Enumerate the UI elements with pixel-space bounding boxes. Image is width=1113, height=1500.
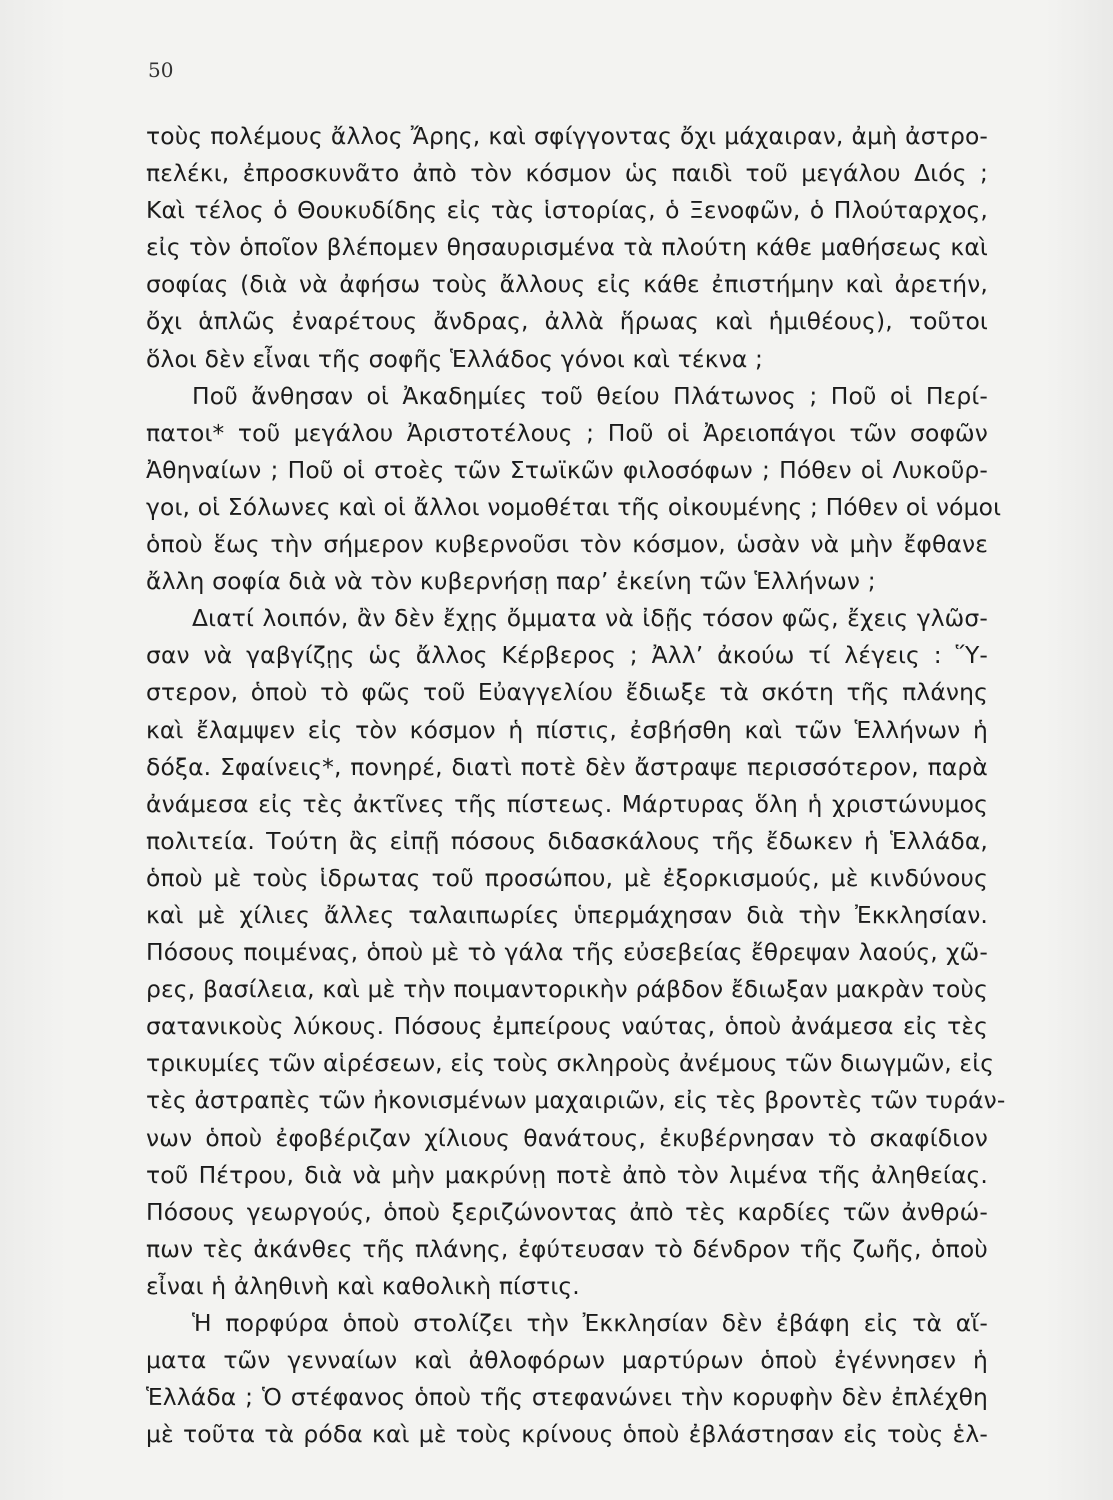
- text-line: πελέκι, ἐπροσκυνᾶτο ἀπὸ τὸν κόσμον ὡς παιδὶ τοῦ μεγάλου Διός ;: [146, 159, 988, 188]
- text-line: τοὺς πολέμους ἄλλος Ἄρης, καὶ σφίγγοντας ὄχι μάχαιραν, ἀμὴ ἀστρο-: [146, 122, 988, 150]
- text-line: ματα τῶν γενναίων καὶ ἀθλοφόρων μαρτύρων ὁποὺ ἐγέννησεν ἡ: [146, 1346, 988, 1375]
- text-line: Ἀθηναίων ; Ποῦ οἱ στοὲς τῶν Στωϊκῶν φιλοσόφων ; Πόθεν οἱ Λυκοῦρ-: [146, 455, 988, 484]
- paragraph-start-line: Διατί λοιπόν, ἂν δὲν ἔχῃς ὄμματα νὰ ἰδῇς τόσον φῶς, ἔχεις γλῶσ-: [192, 604, 988, 633]
- text-line: δόξα. Σφαίνεις*, πονηρέ, διατὶ ποτὲ δὲν ἄστραψε περισσότερον, παρὰ: [146, 752, 988, 781]
- text-line: Πόσους ποιμένας, ὁποὺ μὲ τὸ γάλα τῆς εὐσεβείας ἔθρεψαν λαούς, χῶ-: [146, 938, 988, 967]
- text-line: σατανικοὺς λύκους. Πόσους ἐμπείρους ναύτας, ὁποὺ ἀνάμεσα εἰς τὲς: [146, 1012, 988, 1041]
- text-line: πατοι* τοῦ μεγάλου Ἀριστοτέλους ; Ποῦ οἱ Ἀρειοπάγοι τῶν σοφῶν: [146, 418, 988, 447]
- text-line: ὄχι ἁπλῶς ἐναρέτους ἄνδρας, ἀλλὰ ἥρωας καὶ ἡμιθέους), τοῦτοι: [146, 307, 988, 336]
- text-line: Ἑλλάδα ; Ὁ στέφανος ὁποὺ τῆς στεφανώνει τὴν κορυφὴν δὲν ἐπλέχθη: [146, 1383, 988, 1412]
- text-line: σαν νὰ γαβγίζῃς ὡς ἄλλος Κέρβερος ; Ἀλλ’ ἀκούω τί λέγεις : Ὕ-: [146, 641, 988, 670]
- text-line: σοφίας (διὰ νὰ ἀφήσω τοὺς ἄλλους εἰς κάθε ἐπιστήμην καὶ ἀρετήν,: [146, 270, 988, 299]
- text-line: ρες, βασίλεια, καὶ μὲ τὴν ποιμαντορικὴν ράβδον ἔδιωξαν μακρὰν τοὺς: [146, 975, 988, 1004]
- text-line: ἄλλη σοφία διὰ νὰ τὸν κυβερνήσῃ παρ’ ἐκείνη τῶν Ἑλλήνων ;: [146, 567, 876, 596]
- body-text: [146, 118, 1006, 1453]
- page-number: 50: [148, 58, 174, 82]
- text-line: Πόσους γεωργούς, ὁποὺ ξεριζώνοντας ἀπὸ τὲς καρδίες τῶν ἀνθρώ-: [146, 1197, 988, 1226]
- text-line: ὁποὺ ἕως τὴν σήμερον κυβερνοῦσι τὸν κόσμον, ὡσὰν νὰ μὴν ἔφθανε: [146, 530, 988, 559]
- text-line: ἀνάμεσα εἰς τὲς ἀκτῖνες τῆς πίστεως. Μάρτυρας ὅλη ἡ χριστώνυμος: [146, 789, 988, 818]
- text-line: νων ὁποὺ ἐφοβέριζαν χίλιους θανάτους, ἐκυβέρνησαν τὸ σκαφίδιον: [146, 1123, 988, 1152]
- text-line: γοι, οἱ Σόλωνες καὶ οἱ ἄλλοι νομοθέται τῆς οἰκουμένης ; Πόθεν οἱ νόμοι: [146, 492, 1002, 521]
- text-line: εἰς τὸν ὁποῖον βλέπομεν θησαυρισμένα τὰ πλούτη κάθε μαθήσεως καὶ: [146, 233, 988, 262]
- text-line: στερον, ὁποὺ τὸ φῶς τοῦ Εὐαγγελίου ἔδιωξε τὰ σκότη τῆς πλάνης: [146, 678, 988, 707]
- text-line: ὅλοι δὲν εἶναι τῆς σοφῆς Ἑλλάδος γόνοι καὶ τέκνα ;: [146, 344, 764, 373]
- paragraph-start-line: Ποῦ ἄνθησαν οἱ Ἀκαδημίες τοῦ θείου Πλάτωνος ; Ποῦ οἱ Περί-: [192, 381, 988, 410]
- text-line: τοῦ Πέτρου, διὰ νὰ μὴν μακρύνῃ ποτὲ ἀπὸ τὸν λιμένα τῆς ἀληθείας.: [146, 1160, 988, 1189]
- text-line: τρικυμίες τῶν αἱρέσεων, εἰς τοὺς σκληροὺς ἀνέμους τῶν διωγμῶν, εἰς: [146, 1049, 995, 1078]
- text-line: Καὶ τέλος ὁ Θουκυδίδης εἰς τὰς ἱστορίας, ὁ Ξενοφῶν, ὁ Πλούταρχος,: [146, 196, 988, 225]
- text-line: εἶναι ἡ ἀληθινὴ καὶ καθολικὴ πίστις.: [146, 1271, 580, 1300]
- text-line: ὁποὺ μὲ τοὺς ἱδρωτας τοῦ προσώπου, μὲ ἐξορκισμούς, μὲ κινδύνους: [146, 863, 988, 892]
- text-line: καὶ μὲ χίλιες ἄλλες ταλαιπωρίες ὑπερμάχησαν διὰ τὴν Ἐκκλησίαν.: [146, 900, 988, 929]
- text-line: πων τὲς ἀκάνθες τῆς πλάνης, ἐφύτευσαν τὸ δένδρον τῆς ζωῆς, ὁποὺ: [146, 1234, 988, 1263]
- text-line: τὲς ἀστραπὲς τῶν ἠκονισμένων μαχαιριῶν, εἰς τὲς βροντὲς τῶν τυράν-: [146, 1086, 1006, 1115]
- paragraph-start-line: Ἡ πορφύρα ὁποὺ στολίζει τὴν Ἐκκλησίαν δὲν ἐβάφη εἰς τὰ αἵ-: [192, 1309, 988, 1337]
- text-line: καὶ ἔλαμψεν εἰς τὸν κόσμον ἡ πίστις, ἐσβήσθη καὶ τῶν Ἑλλήνων ἡ: [146, 715, 988, 744]
- text-line: μὲ τοῦτα τὰ ρόδα καὶ μὲ τοὺς κρίνους ὁποὺ ἐβλάστησαν εἰς τοὺς ἑλ-: [146, 1420, 988, 1449]
- text-line: πολιτεία. Τούτη ἂς εἰπῇ πόσους διδασκάλους τῆς ἔδωκεν ἡ Ἑλλάδα,: [146, 826, 988, 855]
